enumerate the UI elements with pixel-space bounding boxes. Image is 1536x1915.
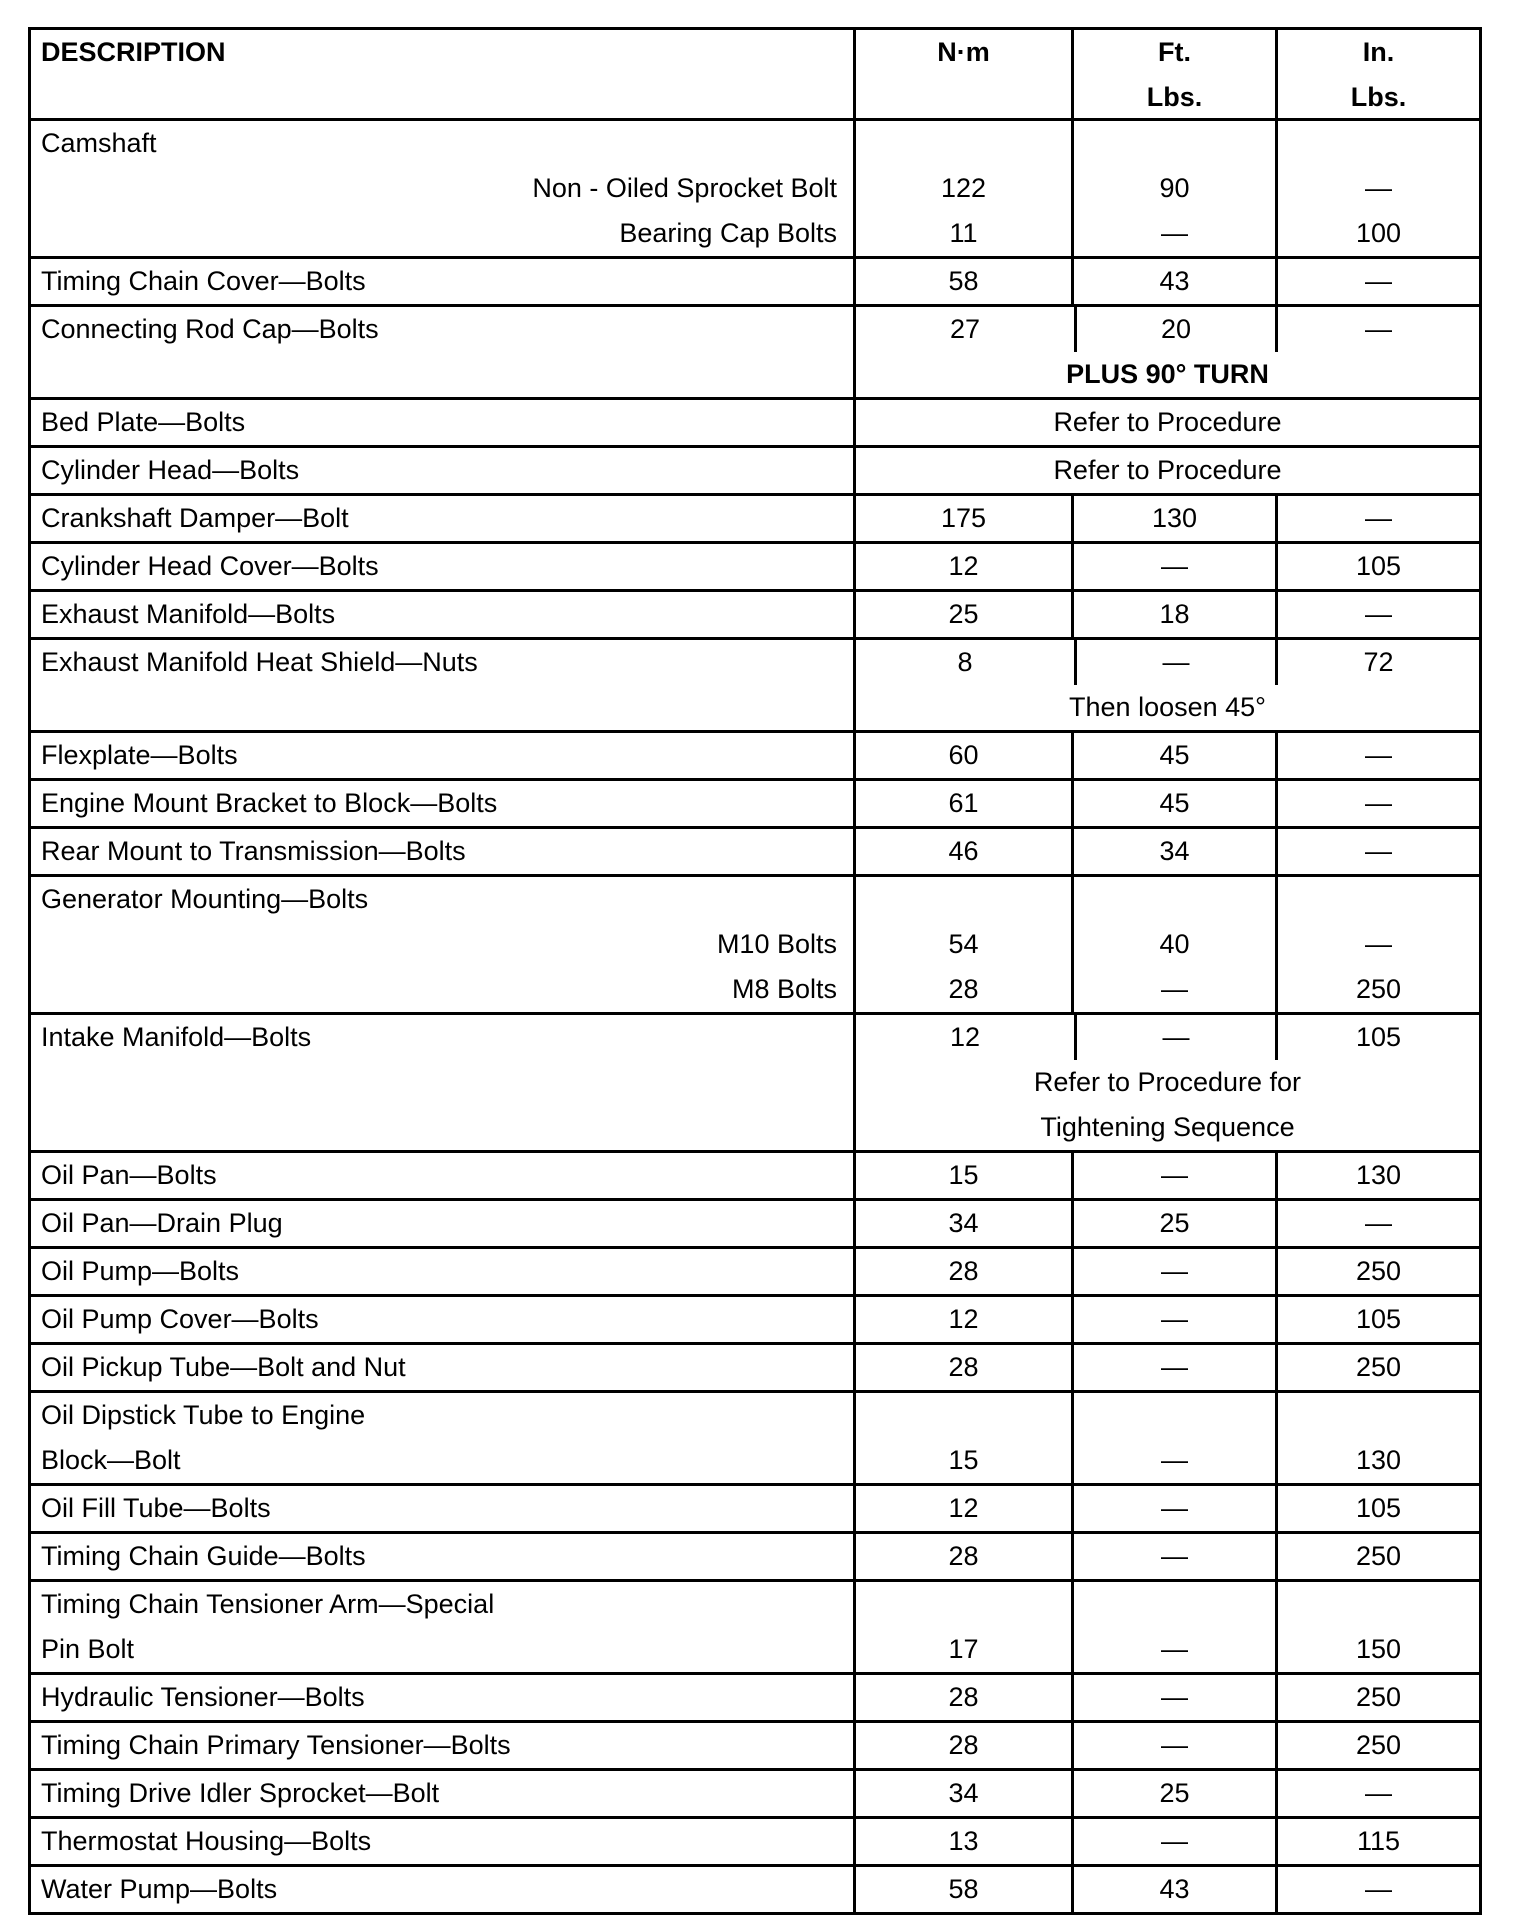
description-cell (31, 121, 856, 256)
in-lbs-value: — (1365, 314, 1392, 344)
ft-lbs-cell (1074, 1582, 1278, 1672)
ft-lbs-value: — (1074, 1015, 1278, 1060)
table-row (31, 826, 1479, 874)
torque-specifications-table (28, 27, 1482, 1915)
header-in-lbs (1278, 30, 1479, 118)
in-lbs-value: — (1365, 503, 1392, 533)
in-lbs-value: — (1365, 740, 1392, 770)
ft-lbs-value: 43 (1074, 259, 1278, 304)
description: Intake Manifold—Bolts (41, 1022, 312, 1052)
header-nm (856, 30, 1074, 118)
in-lbs-value: 105 (1355, 1022, 1402, 1052)
ft-lbs-value: 45 (1074, 781, 1278, 826)
table-row (31, 541, 1479, 589)
header-ft-lbs (1074, 30, 1278, 118)
nm-value: 17 (948, 1634, 979, 1664)
table-row (31, 1768, 1479, 1816)
values-with-note (856, 307, 1479, 397)
ft-lbs-value: — (1074, 1723, 1278, 1768)
description: Hydraulic Tensioner—Bolts (31, 1675, 856, 1720)
table-row (31, 874, 1479, 1012)
ft-lbs-value: 43 (1074, 1867, 1278, 1912)
description: Oil Pickup Tube—Bolt and Nut (31, 1345, 856, 1390)
table-row (31, 256, 1479, 304)
description: Oil Pump—Bolts (31, 1249, 856, 1294)
ft-lbs-value: 34 (1074, 829, 1278, 874)
in-lbs-value: — (1365, 173, 1392, 203)
ft-lbs-value: — (1161, 974, 1188, 1004)
in-lbs-value: — (1365, 836, 1392, 866)
ft-lbs-value: — (1074, 1675, 1278, 1720)
description-cell (31, 640, 856, 730)
ft-lbs-value: — (1074, 1534, 1278, 1579)
header-in-lbs-label: Lbs. (1350, 82, 1407, 112)
description: Bed Plate—Bolts (31, 400, 856, 445)
table-row (31, 1246, 1479, 1294)
nm-value: 54 (948, 929, 979, 959)
description: Connecting Rod Cap—Bolts (41, 314, 379, 344)
description-cell (31, 307, 856, 397)
header-nm-label: N·m (937, 37, 990, 67)
table-row (31, 304, 1479, 397)
sub-description: M10 Bolts (716, 929, 837, 959)
in-lbs-cell (1278, 121, 1479, 256)
in-lbs-value: 250 (1355, 1352, 1402, 1382)
in-lbs-value: 250 (1355, 974, 1402, 1004)
in-lbs-cell (1278, 1582, 1479, 1672)
nm-value: 175 (856, 496, 1074, 541)
description: Timing Chain Cover—Bolts (31, 259, 856, 304)
nm-value: 8 (957, 647, 973, 677)
nm-value: 58 (856, 259, 1074, 304)
table-row (31, 1342, 1479, 1390)
description: Timing Chain Guide—Bolts (31, 1534, 856, 1579)
table-row (31, 1294, 1479, 1342)
values-with-note (856, 640, 1479, 730)
nm-value: 46 (856, 829, 1074, 874)
torque-note: Then loosen 45° (1069, 692, 1266, 722)
description-cell (31, 1393, 856, 1483)
description: Oil Pan—Drain Plug (31, 1201, 856, 1246)
ft-lbs-value: — (1074, 1297, 1278, 1342)
in-lbs-value: 150 (1355, 1634, 1402, 1664)
description: Water Pump—Bolts (31, 1867, 856, 1912)
description: Oil Fill Tube—Bolts (31, 1486, 856, 1531)
nm-value: 25 (856, 592, 1074, 637)
header-in-label: In. (1362, 37, 1395, 67)
table-row (31, 778, 1479, 826)
description: Thermostat Housing—Bolts (31, 1819, 856, 1864)
in-lbs-value: 130 (1355, 1445, 1402, 1475)
nm-cell (856, 1393, 1074, 1483)
description: Crankshaft Damper—Bolt (31, 496, 856, 541)
header-description (31, 30, 856, 118)
table-row (31, 589, 1479, 637)
torque-note: Refer to Procedure for (1033, 1067, 1302, 1097)
nm-value: 11 (949, 218, 978, 248)
in-lbs-value: 105 (1355, 551, 1402, 581)
ft-lbs-value: — (1074, 544, 1278, 589)
torque-note: PLUS 90° TURN (1066, 359, 1269, 389)
table-row (31, 1150, 1479, 1198)
table-row (31, 1579, 1479, 1672)
in-lbs-value: 105 (1355, 1493, 1402, 1523)
description: Timing Chain Primary Tensioner—Bolts (31, 1723, 856, 1768)
table-row (31, 1672, 1479, 1720)
description: Exhaust Manifold—Bolts (31, 592, 856, 637)
description: Pin Bolt (41, 1634, 135, 1664)
nm-value: 122 (940, 173, 987, 203)
ft-lbs-value: — (1074, 1249, 1278, 1294)
torque-note: Tightening Sequence (1040, 1112, 1295, 1142)
description: Flexplate—Bolts (31, 733, 856, 778)
ft-lbs-value: 90 (1159, 173, 1190, 203)
merged-value: Refer to Procedure (1053, 407, 1282, 437)
nm-value: 58 (856, 1867, 1074, 1912)
in-lbs-value: 100 (1355, 218, 1402, 248)
in-lbs-value: — (1365, 788, 1392, 818)
ft-lbs-value: — (1161, 1634, 1188, 1664)
ft-lbs-value: — (1074, 1486, 1278, 1531)
ft-lbs-value: — (1161, 218, 1188, 248)
description: Rear Mount to Transmission—Bolts (31, 829, 856, 874)
in-lbs-value: 130 (1355, 1160, 1402, 1190)
description-cell (31, 877, 856, 1012)
nm-value: 34 (856, 1771, 1074, 1816)
nm-cell (856, 877, 1074, 1012)
description: Timing Chain Tensioner Arm—Special (41, 1589, 495, 1619)
ft-lbs-value: 20 (1074, 307, 1278, 352)
table-row (31, 637, 1479, 730)
header-ft-label: Ft. (1158, 37, 1191, 67)
description-cell (31, 1015, 856, 1150)
header-description-label: DESCRIPTION (41, 37, 226, 67)
nm-value: 28 (856, 1345, 1074, 1390)
sub-description: Bearing Cap Bolts (619, 218, 837, 248)
nm-value: 61 (856, 781, 1074, 826)
description: Oil Pan—Bolts (31, 1153, 856, 1198)
description: Camshaft (41, 128, 157, 158)
ft-lbs-value: — (1074, 1153, 1278, 1198)
nm-value: 28 (856, 1675, 1074, 1720)
nm-value: 15 (856, 1153, 1074, 1198)
description: Block—Bolt (41, 1445, 181, 1475)
description: Timing Drive Idler Sprocket—Bolt (31, 1771, 856, 1816)
nm-value: 12 (856, 1486, 1074, 1531)
nm-value: 13 (856, 1819, 1074, 1864)
description: Generator Mounting—Bolts (41, 884, 369, 914)
table-row (31, 1198, 1479, 1246)
ft-lbs-cell (1074, 877, 1278, 1012)
nm-value: 28 (856, 1534, 1074, 1579)
ft-lbs-value: 130 (1074, 496, 1278, 541)
in-lbs-value: 115 (1356, 1826, 1401, 1856)
table-row (31, 1531, 1479, 1579)
in-lbs-value: 250 (1355, 1541, 1402, 1571)
in-lbs-value: 250 (1355, 1682, 1402, 1712)
sub-description: M8 Bolts (731, 974, 837, 1004)
table-row (31, 445, 1479, 493)
nm-value: 60 (856, 733, 1074, 778)
table-row (31, 397, 1479, 445)
table-row (31, 730, 1479, 778)
in-lbs-value: — (1365, 266, 1392, 296)
nm-value: 12 (856, 1297, 1074, 1342)
in-lbs-value: 250 (1355, 1730, 1402, 1760)
description: Cylinder Head—Bolts (31, 448, 856, 493)
nm-value: 28 (856, 1249, 1074, 1294)
in-lbs-value: 250 (1355, 1256, 1402, 1286)
in-lbs-value: — (1365, 1874, 1392, 1904)
ft-lbs-value: 45 (1074, 733, 1278, 778)
table-row (31, 118, 1479, 256)
table-row (31, 1864, 1479, 1912)
ft-lbs-value: — (1161, 1445, 1188, 1475)
in-lbs-value: 72 (1363, 647, 1394, 677)
in-lbs-value: — (1365, 929, 1392, 959)
nm-value: 28 (856, 1723, 1074, 1768)
table-row (31, 1483, 1479, 1531)
in-lbs-cell (1278, 877, 1479, 1012)
description: Oil Dipstick Tube to Engine (41, 1400, 366, 1430)
sub-description: Non - Oiled Sprocket Bolt (532, 173, 837, 203)
ft-lbs-value: — (1074, 640, 1278, 685)
nm-value: 27 (949, 314, 981, 344)
in-lbs-value: 105 (1355, 1304, 1402, 1334)
ft-lbs-value: — (1074, 1819, 1278, 1864)
ft-lbs-value: 18 (1074, 592, 1278, 637)
table-row (31, 1390, 1479, 1483)
table-header-row (31, 30, 1479, 118)
nm-value: 15 (948, 1445, 979, 1475)
ft-lbs-value: — (1074, 1345, 1278, 1390)
nm-value: 12 (949, 1022, 981, 1052)
ft-lbs-value: 25 (1074, 1201, 1278, 1246)
merged-value: Refer to Procedure (1053, 455, 1282, 485)
ft-lbs-cell (1074, 121, 1278, 256)
nm-cell (856, 1582, 1074, 1672)
table-row (31, 1720, 1479, 1768)
nm-value: 34 (856, 1201, 1074, 1246)
nm-value: 12 (856, 544, 1074, 589)
in-lbs-cell (1278, 1393, 1479, 1483)
description-cell (31, 1582, 856, 1672)
nm-value: 28 (948, 974, 979, 1004)
ft-lbs-cell (1074, 1393, 1278, 1483)
description: Exhaust Manifold Heat Shield—Nuts (41, 647, 478, 677)
description: Cylinder Head Cover—Bolts (31, 544, 856, 589)
header-ft-lbs-label: Lbs. (1146, 82, 1203, 112)
description: Oil Pump Cover—Bolts (31, 1297, 856, 1342)
table-row (31, 493, 1479, 541)
in-lbs-value: — (1365, 1778, 1392, 1808)
ft-lbs-value: 25 (1074, 1771, 1278, 1816)
in-lbs-value: — (1365, 1208, 1392, 1238)
in-lbs-value: — (1365, 599, 1392, 629)
values-with-note (856, 1015, 1479, 1150)
ft-lbs-value: 40 (1159, 929, 1190, 959)
description: Engine Mount Bracket to Block—Bolts (31, 781, 856, 826)
nm-cell (856, 121, 1074, 256)
table-row (31, 1816, 1479, 1864)
table-row (31, 1012, 1479, 1150)
